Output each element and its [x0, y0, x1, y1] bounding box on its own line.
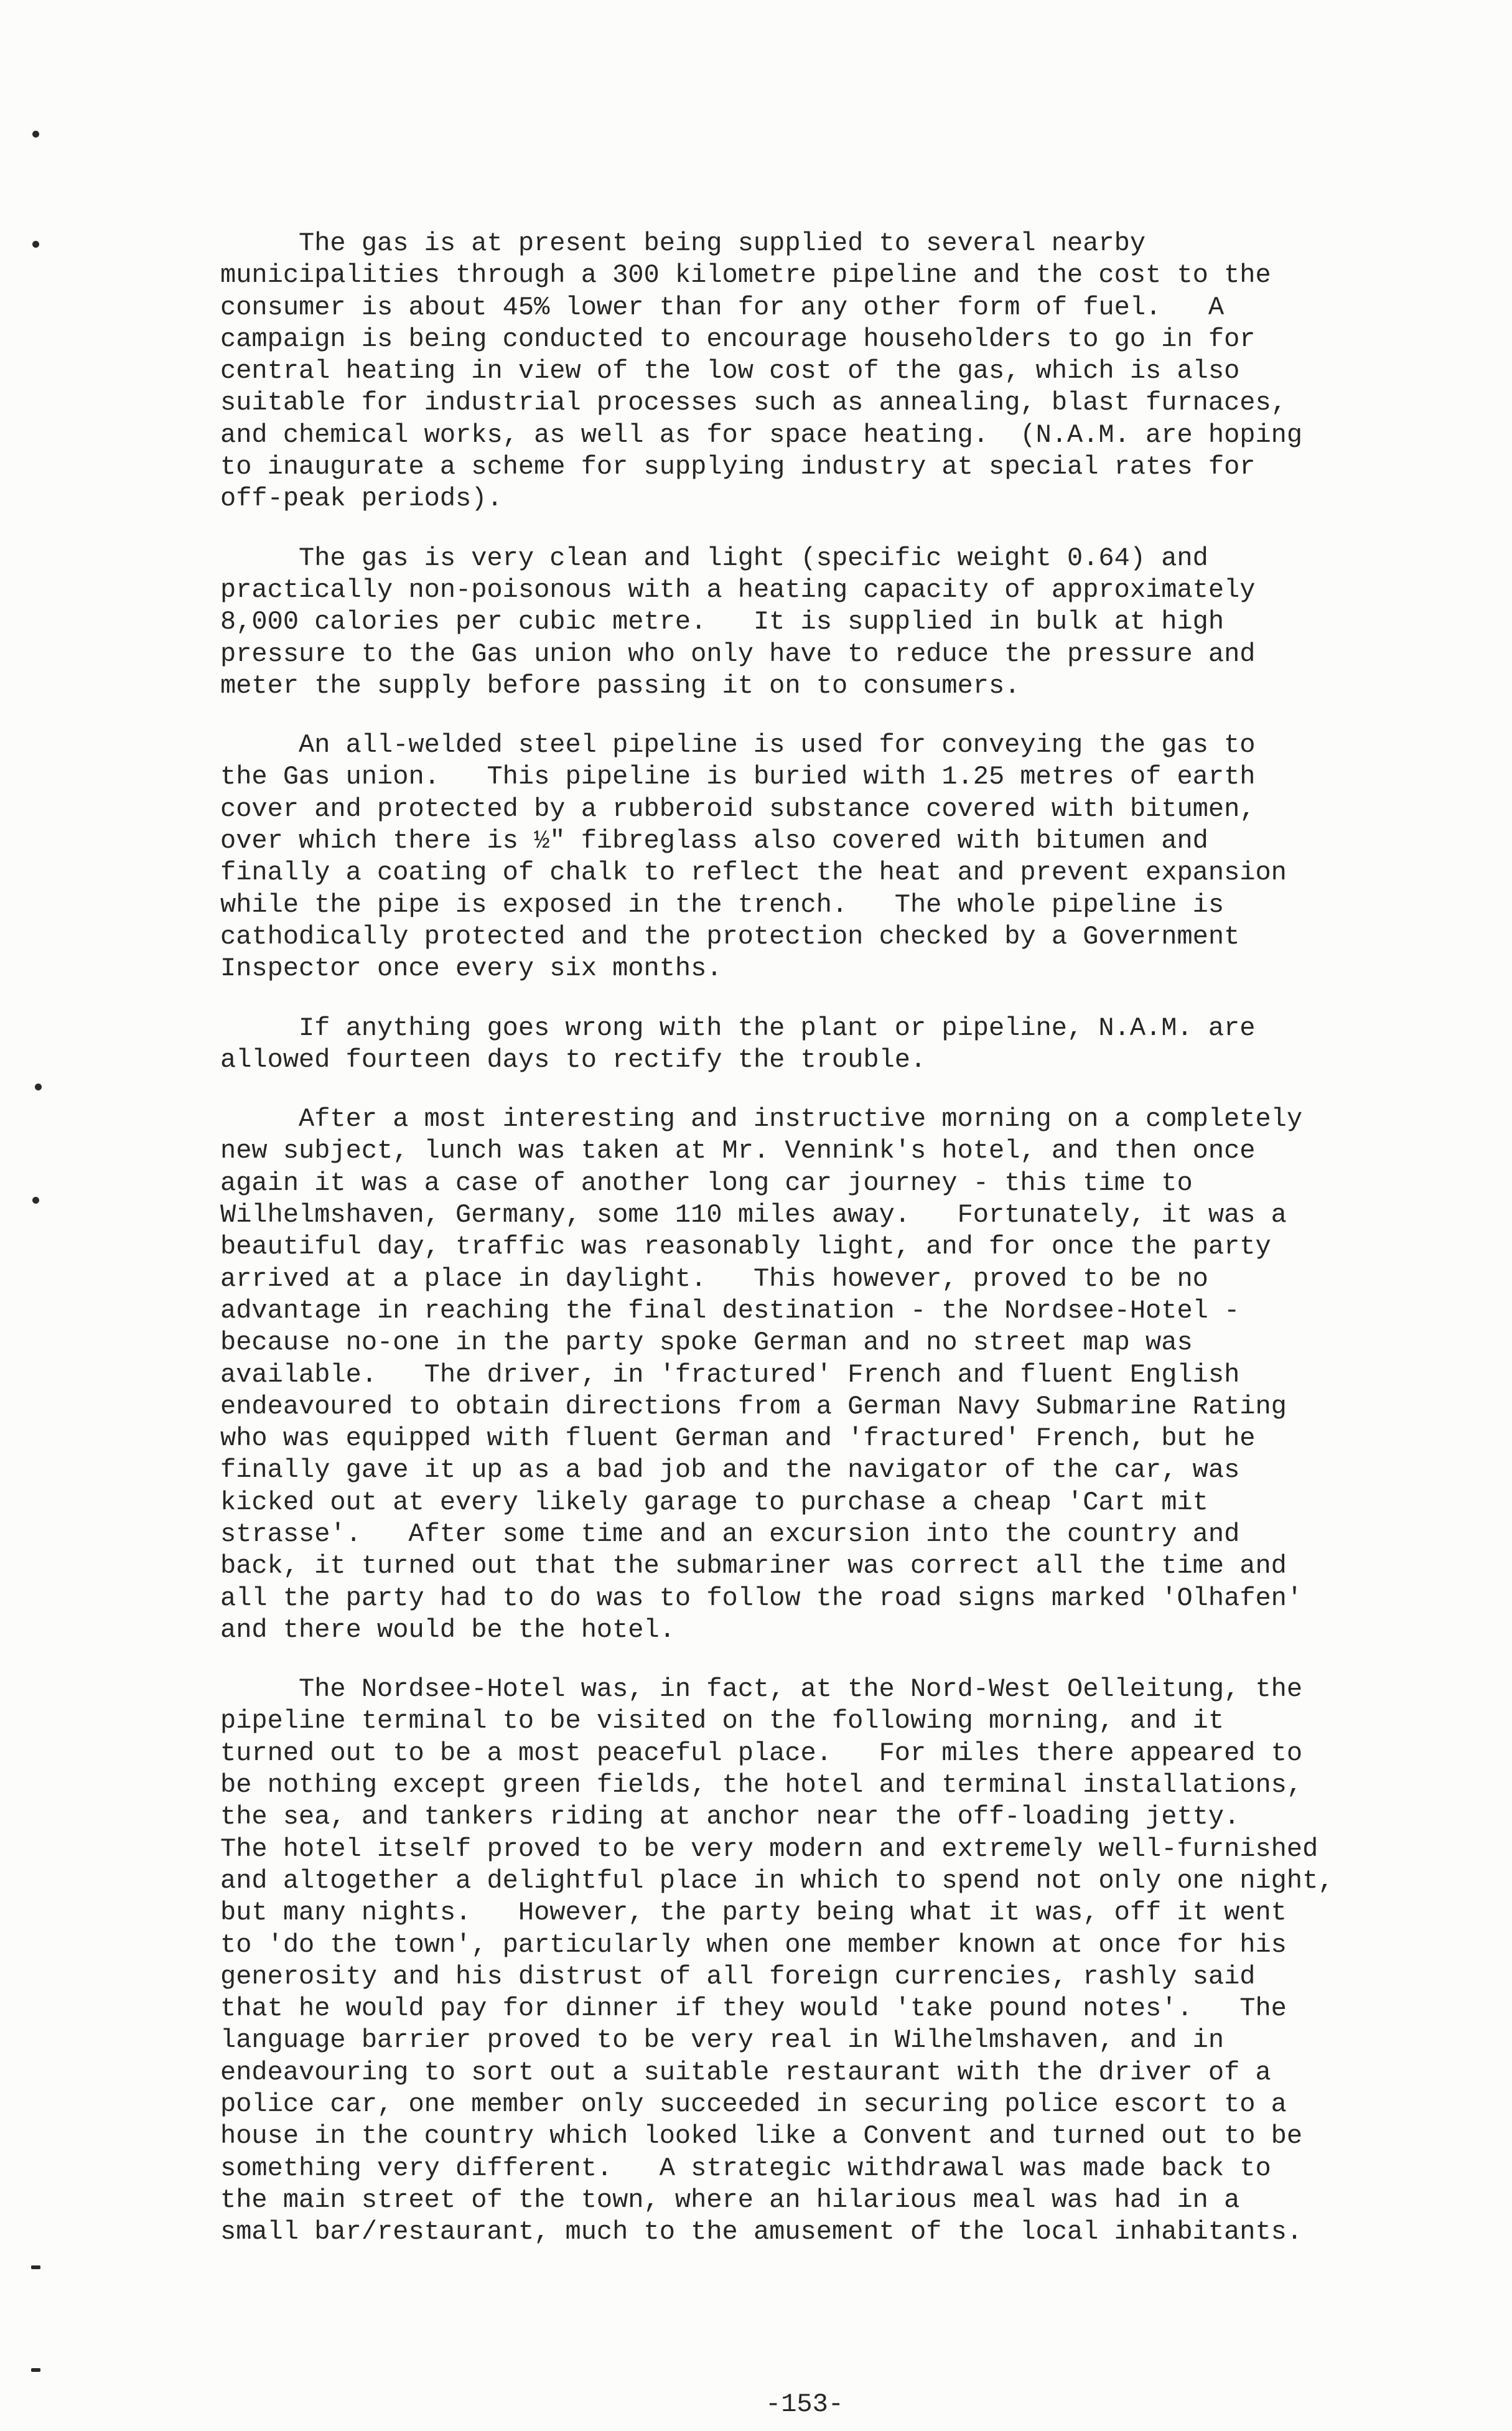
text-line: The hotel itself proved to be very modern and extremely well-furnished — [220, 1834, 1318, 1864]
text-line: the main street of the town, where an hilarious meal was had in a — [220, 2185, 1240, 2215]
text-line: finally a coating of chalk to reflect the heat and prevent expansion — [220, 858, 1287, 888]
margin-mark — [31, 2368, 40, 2372]
text-line: pipeline terminal to be visited on the following morning, and it — [220, 1706, 1225, 1736]
text-line: who was equipped with fluent German and 'fractured' French, but he — [220, 1423, 1256, 1454]
text-line: and altogether a delightful place in which to spend not only one night, — [220, 1865, 1334, 1896]
text-line: turned out to be a most peaceful place. For miles there appeared to — [220, 1738, 1303, 1768]
text-line: but many nights. However, the party being what it was, off it went — [220, 1898, 1287, 1928]
text-line: kicked out at every likely garage to purchase a cheap 'Cart mit — [220, 1487, 1208, 1517]
text-line: police car, one member only succeeded in securing police escort to a — [220, 2089, 1287, 2120]
text-line: practically non-poisonous with a heating capacity of approximately — [220, 574, 1256, 605]
text-line: the sea, and tankers riding at anchor near the off-loading jetty. — [220, 1802, 1240, 1832]
text-line: If anything goes wrong with the plant or pipeline, N.A.M. are — [299, 1013, 1256, 1043]
document-body — [220, 228, 1434, 2249]
text-line: central heating in view of the low cost of the gas, which is also — [220, 356, 1240, 386]
text-line: The Nordsee-Hotel was, in fact, at the Nord-West Oelleitung, the — [299, 1674, 1303, 1705]
text-line: municipalities through a 300 kilometre pipeline and the cost to the — [220, 260, 1271, 291]
text-line: cathodically protected and the protection checked by a Government — [220, 921, 1240, 952]
text-line: pressure to the Gas union who only have to reduce the pressure and — [220, 639, 1256, 669]
text-line: Wilhelmshaven, Germany, some 110 miles away. Fortunately, it was a — [220, 1200, 1287, 1230]
text-line: Inspector once every six months. — [220, 953, 722, 984]
margin-mark — [32, 1197, 39, 1204]
text-line: suitable for industrial processes such as annealing, blast furnaces, — [220, 388, 1287, 418]
text-line: endeavoured to obtain directions from a German Navy Submarine Rating — [220, 1391, 1287, 1422]
text-line: small bar/restaurant, much to the amusement of the local inhabitants. — [220, 2217, 1303, 2247]
text-line: be nothing except green fields, the hotel and terminal installations, — [220, 1770, 1303, 1801]
text-line: After a most interesting and instructive morning on a completely — [299, 1104, 1303, 1135]
text-line: to 'do the town', particularly when one member known at once for his — [220, 1929, 1287, 1960]
text-line: campaign is being conducted to encourage householders to go in for — [220, 324, 1256, 354]
text-line: endeavouring to sort out a suitable restaurant with the driver of a — [220, 2057, 1271, 2087]
text-line: the Gas union. This pipeline is buried with 1.25 metres of earth — [220, 762, 1256, 792]
text-line: An all-welded steel pipeline is used for conveying the gas to — [299, 730, 1256, 761]
text-line: arrived at a place in daylight. This however, proved to be no — [220, 1263, 1208, 1294]
text-line: 8,000 calories per cubic metre. It is supplied in bulk at high — [220, 607, 1225, 637]
text-line: while the pipe is exposed in the trench. The whole pipeline is — [220, 889, 1225, 920]
text-line: all the party had to do was to follow the road signs marked 'Olhafen' — [220, 1583, 1303, 1613]
text-line: that he would pay for dinner if they would 'take pound notes'. The — [220, 1993, 1287, 2024]
text-line: consumer is about 45% lower than for any other form of fuel. A — [220, 292, 1225, 322]
text-line: because no-one in the party spoke German and no street map was — [220, 1328, 1193, 1358]
text-line: new subject, lunch was taken at Mr. Vennink's hotel, and then once — [220, 1136, 1256, 1166]
paragraph — [220, 1674, 1434, 2248]
text-line: The gas is at present being supplied to several nearby — [299, 228, 1146, 258]
text-line: cover and protected by a rubberoid substance covered with bitumen, — [220, 794, 1256, 824]
text-line: house in the country which looked like a Convent and turned out to be — [220, 2121, 1303, 2152]
text-line: off-peak periods). — [220, 484, 503, 514]
text-line: something very different. A strategic withdrawal was made back to — [220, 2153, 1271, 2183]
paragraph — [220, 543, 1434, 702]
text-line: to inaugurate a scheme for supplying industry at special rates for — [220, 452, 1256, 482]
margin-mark — [32, 131, 39, 138]
text-line: again it was a case of another long car journey - this time to — [220, 1168, 1193, 1198]
text-line: language barrier proved to be very real in Wilhelmshaven, and in — [220, 2025, 1225, 2056]
paragraph — [220, 1013, 1434, 1077]
text-line: and there would be the hotel. — [220, 1614, 675, 1645]
text-line: beautiful day, traffic was reasonably light, and for once the party — [220, 1232, 1271, 1262]
text-line: advantage in reaching the final destination - the Nordsee-Hotel - — [220, 1295, 1240, 1326]
text-line: finally gave it up as a bad job and the navigator of the car, was — [220, 1455, 1240, 1486]
paragraph — [220, 228, 1434, 515]
text-line: available. The driver, in 'fractured' French and fluent English — [220, 1359, 1240, 1390]
text-line: meter the supply before passing it on to consumers. — [220, 670, 1020, 701]
paragraph — [220, 729, 1434, 985]
text-line: back, it turned out that the submariner was correct all the time and — [220, 1551, 1287, 1581]
text-line: over which there is ½" fibreglass also covered with bitumen and — [220, 826, 1208, 856]
text-line: strasse'. After some time and an excursion into the country and — [220, 1519, 1240, 1549]
page-number: -153- — [765, 2389, 844, 2419]
margin-mark — [35, 1084, 42, 1090]
margin-mark — [32, 241, 39, 248]
paragraph — [220, 1103, 1434, 1646]
text-line: The gas is very clean and light (specific weight 0.64) and — [299, 543, 1208, 573]
text-line: and chemical works, as well as for space heating. (N.A.M. are hoping — [220, 419, 1303, 450]
margin-mark — [31, 2265, 40, 2269]
text-line: allowed fourteen days to rectify the trouble. — [220, 1044, 926, 1075]
text-line: generosity and his distrust of all foreign currencies, rashly said — [220, 1961, 1256, 1992]
